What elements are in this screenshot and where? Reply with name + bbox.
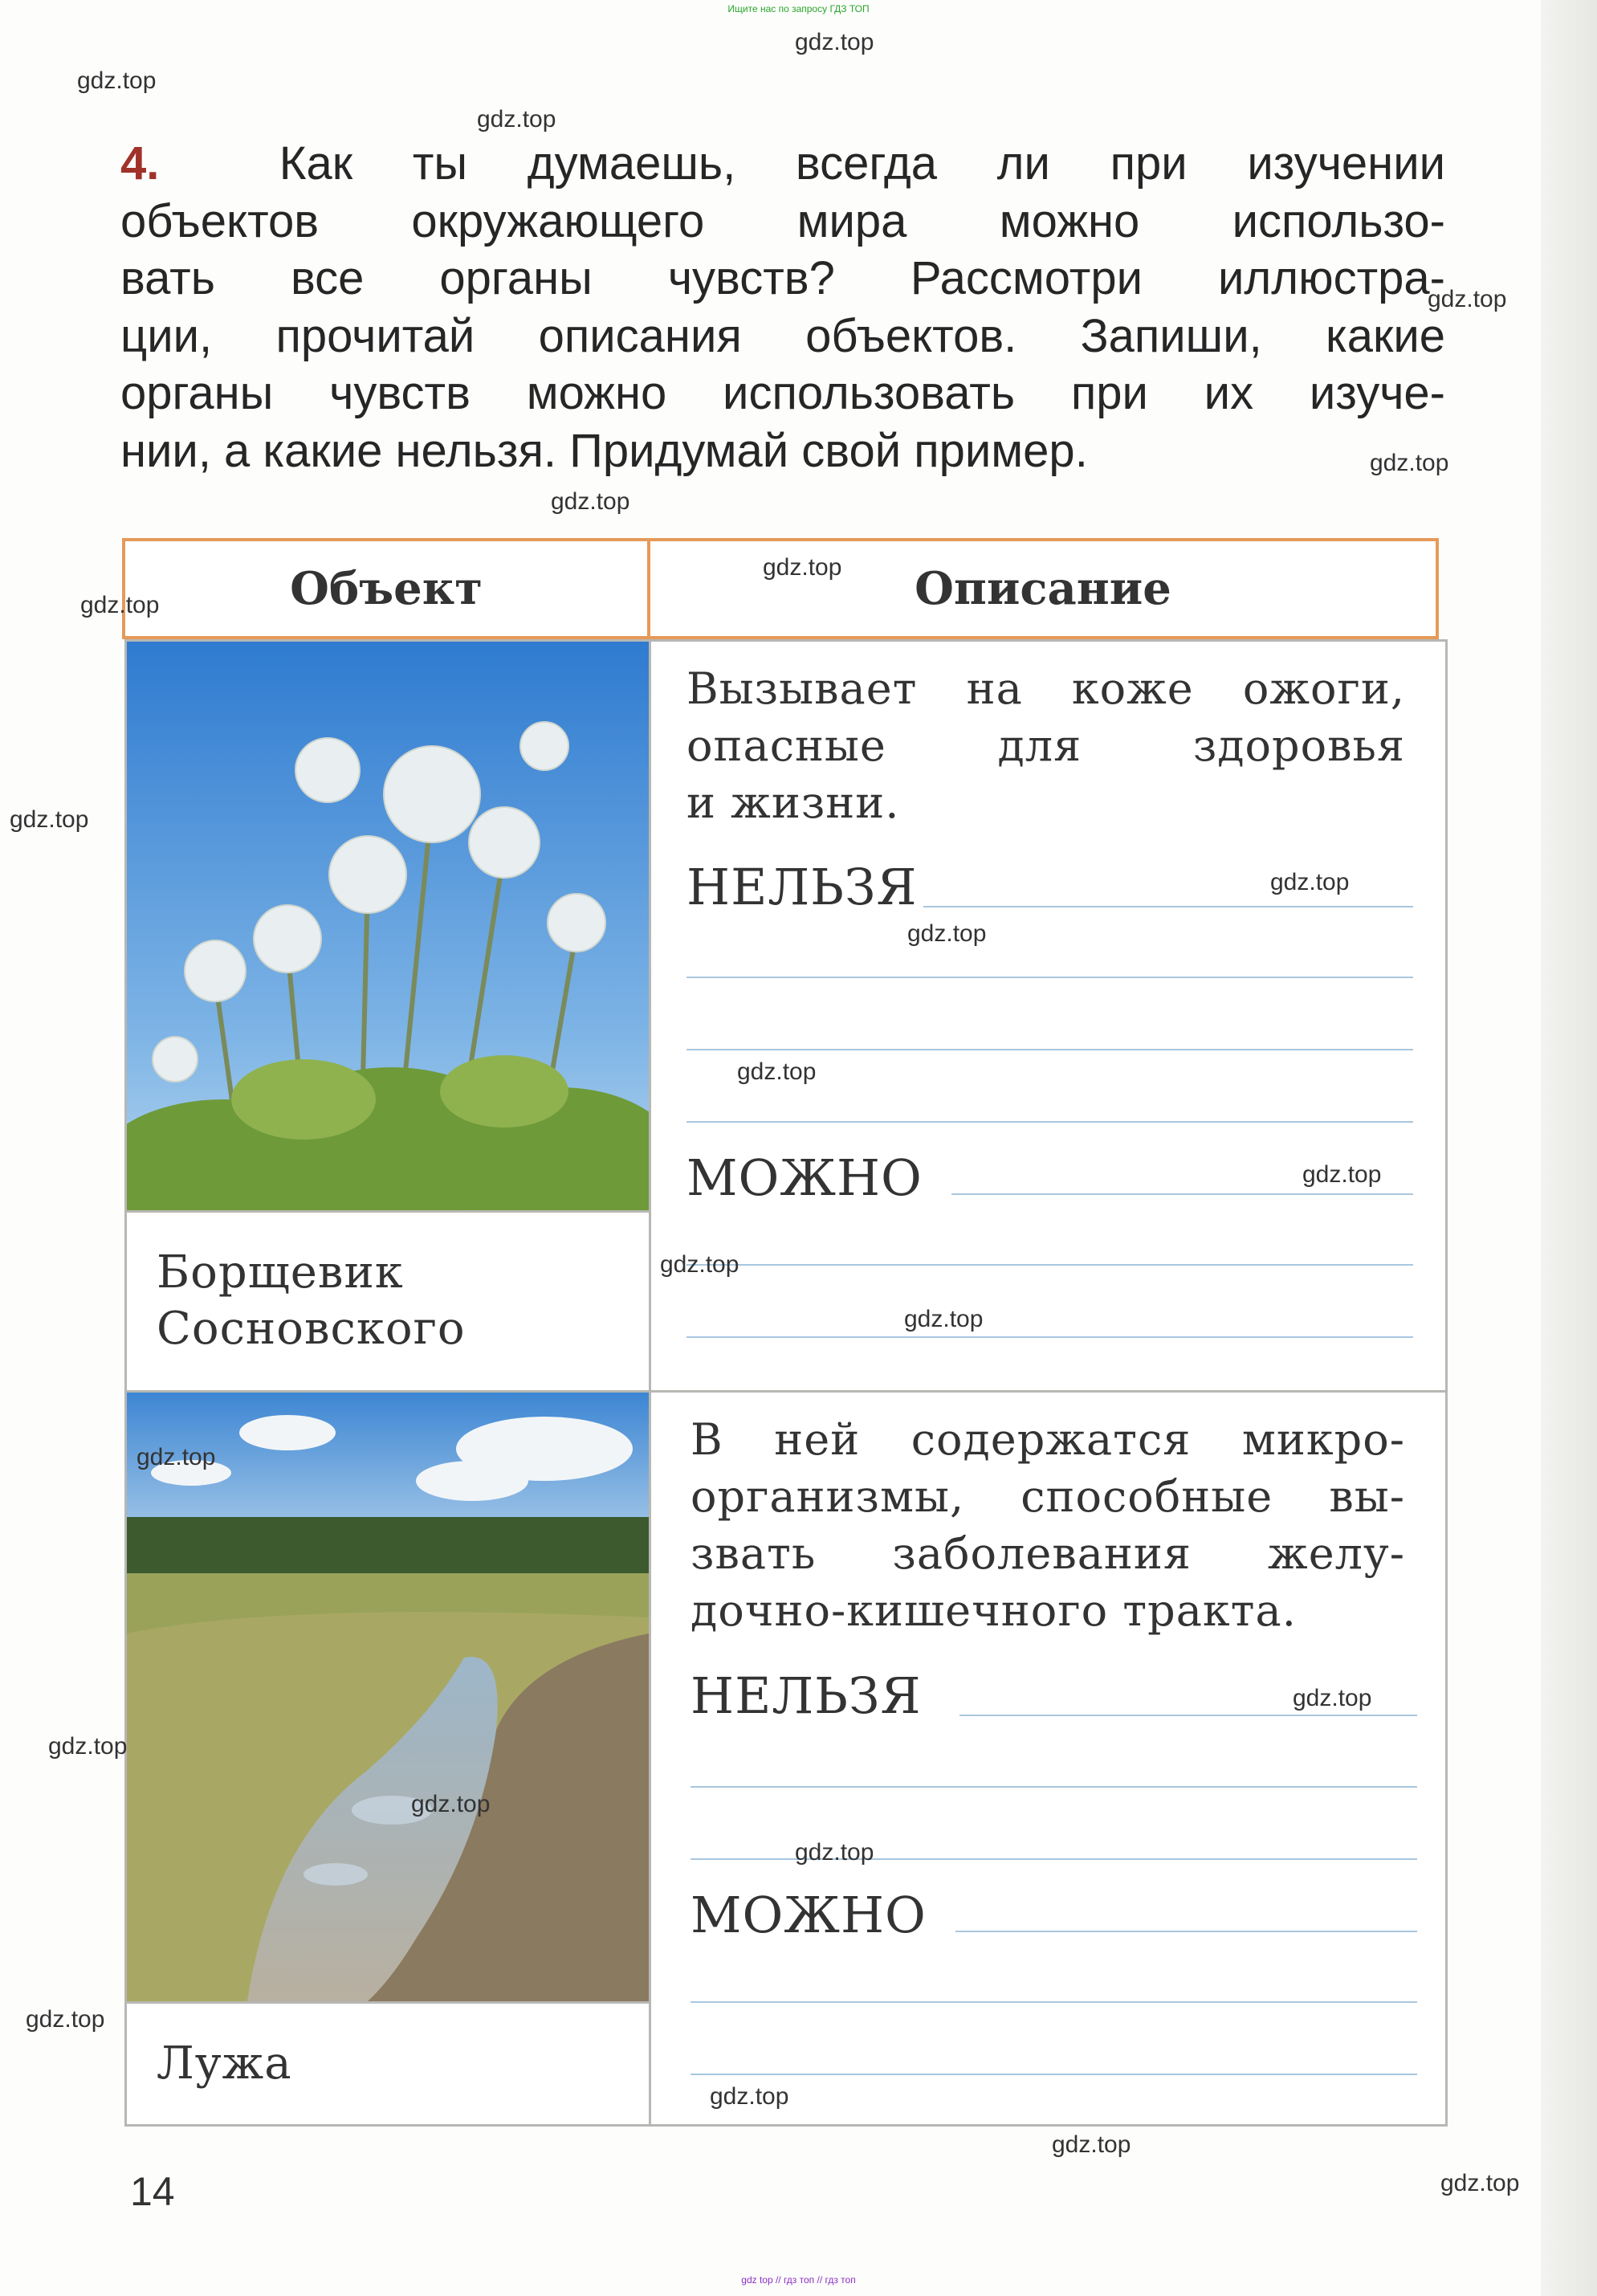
object-name-line: Борщевик	[157, 1246, 404, 1299]
page-edge-shadow	[1541, 0, 1597, 2296]
search-hint: Ищите нас по запросу ГДЗ ТОП	[727, 3, 870, 14]
watermark: gdz.top	[907, 920, 987, 947]
column-divider	[649, 639, 651, 2127]
watermark: gdz.top	[1052, 2131, 1131, 2158]
answer-line[interactable]	[686, 1121, 1413, 1123]
photo1-divider	[124, 1210, 650, 1213]
object-name-puddle	[157, 2036, 638, 2092]
table-header	[122, 538, 1439, 639]
watermark: gdz.top	[1370, 450, 1449, 476]
watermark: gdz.top	[26, 2006, 105, 2033]
header-description: Описание	[915, 562, 1171, 615]
answer-line[interactable]	[955, 1931, 1417, 1932]
watermark: gdz.top	[77, 67, 157, 94]
watermark: gdz.top	[795, 29, 874, 55]
photo2-divider	[124, 2001, 650, 2004]
watermark: gdz.top	[1428, 286, 1507, 312]
task-line-3: вать все органы чувств? Рассмотри иллюстра-	[120, 252, 1445, 304]
hogweed-photo	[127, 642, 649, 1210]
answer-line[interactable]	[951, 1193, 1413, 1195]
task-line-2: объектов окружающего мира можно использо-	[120, 194, 1445, 247]
watermark: gdz.top	[1270, 869, 1350, 895]
footer-text: gdz top // гдз топ // гдз топ	[741, 2274, 856, 2286]
answer-line[interactable]	[686, 1049, 1413, 1050]
watermark: gdz.top	[737, 1058, 817, 1085]
answer-line[interactable]	[691, 2074, 1417, 2075]
task-line-6: нии, а какие нельзя. Придумай свой пример.	[120, 424, 1088, 477]
task-text	[120, 135, 1445, 479]
watermark: gdz.top	[1302, 1161, 1382, 1188]
description-line: В ней содержатся микро-	[691, 1414, 1405, 1465]
description-hogweed	[686, 660, 1405, 831]
answer-line[interactable]	[923, 906, 1413, 907]
description-line: организмы, способные вы-	[691, 1471, 1405, 1522]
answer-line[interactable]	[691, 2001, 1417, 2003]
watermark: gdz.top	[795, 1839, 874, 1866]
page-number: 14	[130, 2169, 175, 2214]
object-name-line: Сосновского	[157, 1303, 466, 1355]
can-label: МОЖНО	[686, 1148, 923, 1207]
answer-line[interactable]	[686, 977, 1413, 978]
task-line-4: ции, прочитай описания объектов. Запиши, какие	[120, 309, 1445, 362]
answer-line[interactable]	[959, 1715, 1417, 1716]
task-line-5: органы чувств можно использовать при их изуче-	[120, 367, 1445, 419]
description-puddle	[691, 1411, 1405, 1639]
description-line: Вызывает на коже ожоги,	[686, 663, 1405, 714]
answer-line[interactable]	[686, 1264, 1413, 1266]
watermark: gdz.top	[48, 1733, 128, 1760]
description-line: опасные для здоровья	[686, 720, 1405, 771]
task-line-1: Как ты думаешь, всегда ли при изучении	[279, 137, 1445, 190]
watermark: gdz.top	[411, 1791, 491, 1817]
cannot-label: НЕЛЬЗЯ	[691, 1666, 922, 1725]
object-name-hogweed	[157, 1245, 638, 1357]
watermark: gdz.top	[1293, 1685, 1372, 1711]
description-line: звать заболевания желу-	[691, 1528, 1405, 1579]
task-number: 4.	[120, 137, 160, 190]
puddle-photo	[127, 1393, 649, 2001]
watermark: gdz.top	[551, 488, 630, 515]
watermark: gdz.top	[904, 1306, 984, 1332]
answer-line[interactable]	[691, 1786, 1417, 1788]
can-label: МОЖНО	[691, 1886, 927, 1944]
cannot-label: НЕЛЬЗЯ	[686, 858, 918, 916]
header-object: Объект	[290, 562, 483, 615]
watermark: gdz.top	[710, 2083, 789, 2110]
description-line: дочно-кишечного тракта.	[691, 1585, 1297, 1636]
object-name-line: Лужа	[157, 2037, 292, 2090]
watermark: gdz.top	[136, 1444, 216, 1470]
watermark: gdz.top	[660, 1251, 739, 1278]
answer-line[interactable]	[686, 1336, 1413, 1338]
watermark: gdz.top	[477, 106, 556, 133]
description-line: и жизни.	[686, 777, 900, 828]
watermark: gdz.top	[80, 592, 160, 618]
watermark: gdz.top	[1440, 2170, 1520, 2196]
watermark: gdz.top	[10, 806, 89, 833]
watermark: gdz.top	[763, 554, 842, 581]
